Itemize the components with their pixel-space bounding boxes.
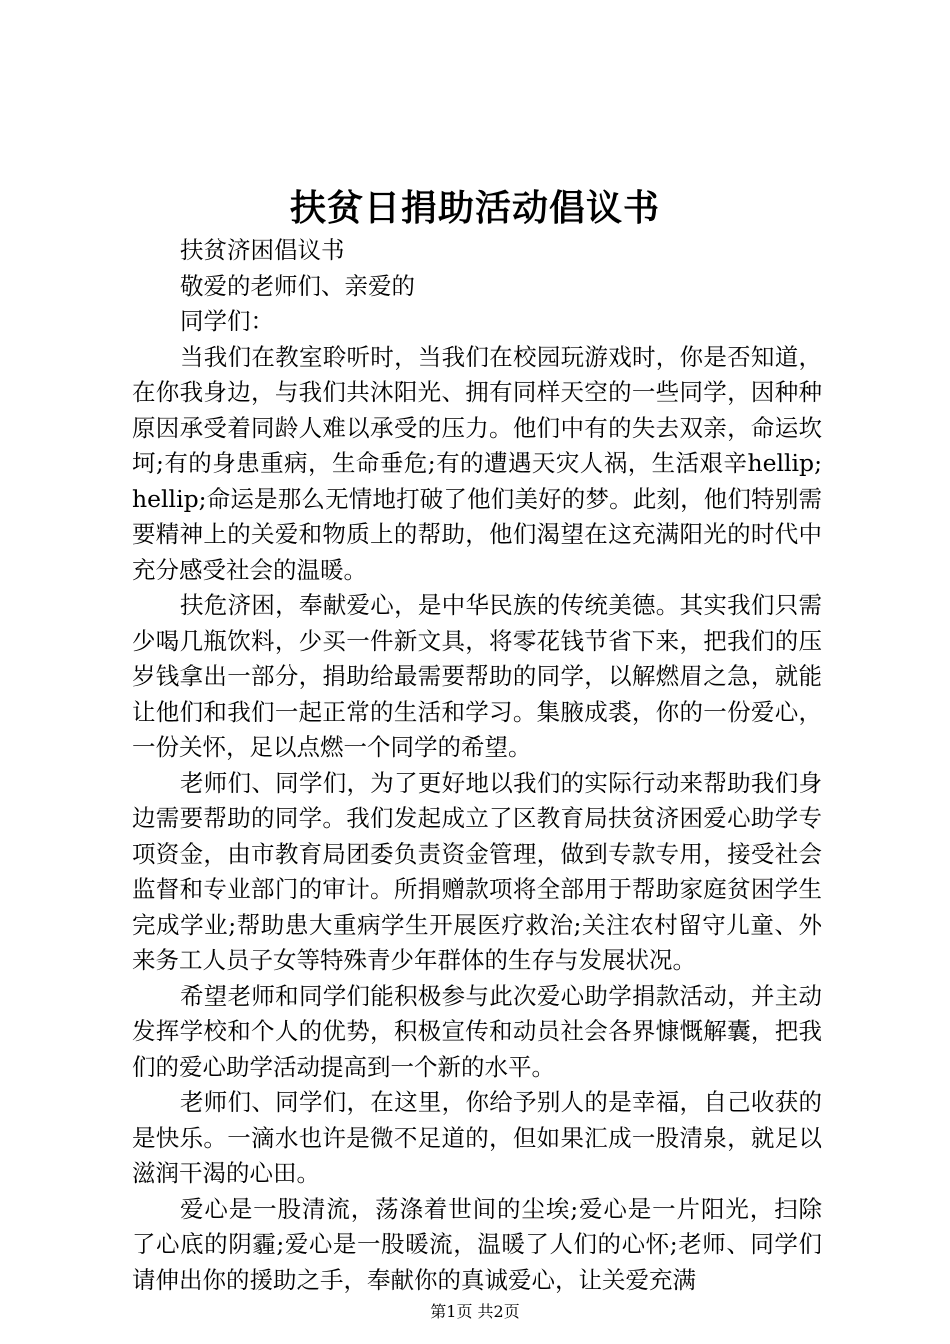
- body-paragraph: 当我们在教室聆听时，当我们在校园玩游戏时，你是否知道，在你我身边，与我们共沐阳光、拥有同样天空的一些同学，因种种原因承受着同龄人难以承受的压力。他们中有的失去双亲，命运坎坷;有的身患重病，生命垂危;有的遭遇天灾人祸，生活艰辛hellip;hellip;命运是那么无情地打破了他们美好的梦。此刻，他们特别需要精神上的关爱和物质上的帮助，他们渴望在这充满阳光的时代中充分感受社会的温暖。: [132, 342, 822, 584]
- body-paragraph: 老师们、同学们，为了更好地以我们的实际行动来帮助我们身边需要帮助的同学。我们发起成立了区教育局扶贫济困爱心助学专项资金，由市教育局团委负责资金管理，做到专款专用，接受社会监督和专业部门的审计。所捐赠款项将全部用于帮助家庭贫困学生完成学业;帮助患大重病学生开展医疗救治;关注农村留守儿童、外来务工人员子女等特殊青少年群体的生存与发展状况。: [132, 768, 822, 974]
- body-paragraph: 扶危济困，奉献爱心，是中华民族的传统美德。其实我们只需少喝几瓶饮料，少买一件新文具，将零花钱节省下来，把我们的压岁钱拿出一部分，捐助给最需要帮助的同学，以解燃眉之急，就能让他们和我们一起正常的生活和学习。集腋成裘，你的一份爱心，一份关怀，足以点燃一个同学的希望。: [132, 591, 822, 761]
- body-paragraph: 希望老师和同学们能积极参与此次爱心助学捐款活动，并主动发挥学校和个人的优势，积极宣传和动员社会各界慷慨解囊，把我们的爱心助学活动提高到一个新的水平。: [132, 981, 822, 1081]
- page-footer: 第1页 共2页: [430, 1302, 520, 1321]
- body-paragraph: 爱心是一股清流，荡涤着世间的尘埃;爱心是一片阳光，扫除了心底的阴霾;爱心是一股暖流，温暖了人们的心怀;老师、同学们请伸出你的援助之手，奉献你的真诚爱心，让关爱充满: [132, 1194, 822, 1294]
- salutation-line: 同学们：: [180, 307, 274, 335]
- document-title: 扶贫日捐助活动倡议书: [289, 187, 660, 229]
- document-body: [132, 233, 822, 1298]
- subtitle-line: 扶贫济困倡议书: [180, 236, 345, 264]
- body-paragraph: 老师们、同学们，在这里，你给予别人的是幸福，自己收获的是快乐。一滴水也许是微不足道的，但如果汇成一股清泉，就足以滋润干渴的心田。: [132, 1088, 822, 1187]
- salutation-line: 敬爱的老师们、亲爱的: [180, 271, 415, 300]
